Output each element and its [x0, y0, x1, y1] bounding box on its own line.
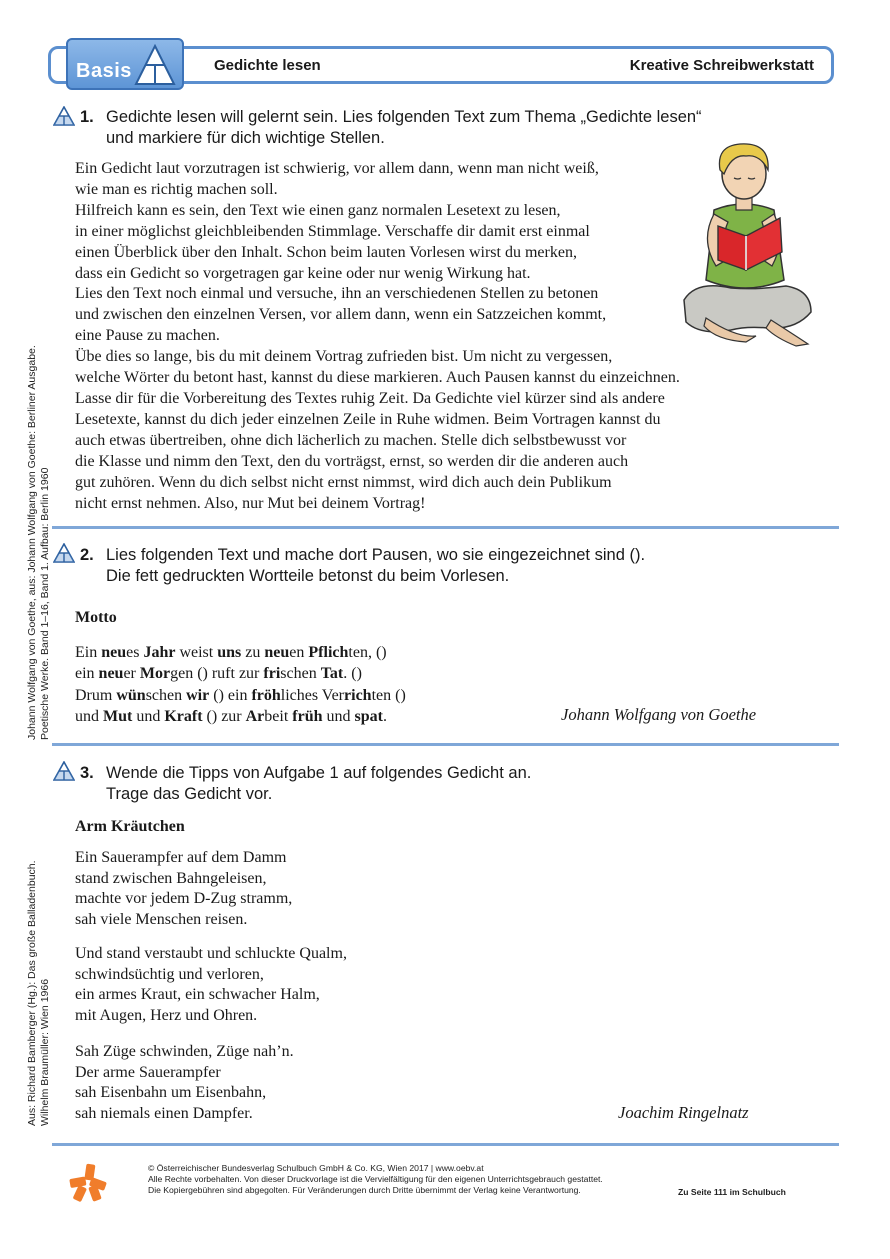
instruction-line: Trage das Gedicht vor.: [106, 785, 273, 803]
footer-copyright: [148, 1163, 603, 1196]
poem-line: ein armes Kraut, ein schwacher Halm,: [75, 986, 320, 1003]
level-basis-icon: [53, 106, 75, 126]
poem-line: sah niemals einen Dampfer.: [75, 1104, 253, 1122]
text-line: Hilfreich kann es sein, den Text wie einen ganz normalen Lesetext zu lesen,: [75, 201, 561, 219]
stressed-syllable: uns: [217, 644, 242, 661]
page-title: Gedichte lesen: [214, 57, 321, 74]
credit-line: Poetische Werke. Band 1–16, Band 1. Aufbau: Berlin 1960: [39, 467, 51, 740]
poem-line: [75, 663, 406, 684]
level-basis-icon: [53, 543, 75, 563]
poem-stanza: [75, 848, 292, 930]
poem-line: Der arme Sauerampfer: [75, 1063, 221, 1081]
boy-reading-illustration: [676, 140, 816, 350]
stressed-syllable: Mut: [103, 708, 133, 726]
stressed-syllable: neu: [101, 644, 127, 661]
stressed-syllable: wir: [186, 686, 210, 704]
poem-text: zu: [241, 644, 265, 661]
reading-text: [75, 159, 680, 514]
text-line: auch etwas übertreiben, ohne dich lächerlich zu machen. Stelle dich selbstbewusst vor: [75, 431, 627, 449]
stressed-syllable: rich: [344, 686, 372, 704]
poem-text: beit: [264, 708, 293, 726]
poem-line: Und stand verstaubt und schluckte Qualm,: [75, 945, 347, 962]
text-line: Lies den Text noch einmal und versuche, ihn an verschiedenen Stellen zu betonen: [75, 285, 599, 303]
section-title: Kreative Schreibwerkstatt: [629, 57, 814, 74]
poem-text: und: [75, 708, 103, 726]
poem-text: ten, (): [348, 644, 387, 661]
text-line: wie man es richtig machen soll.: [75, 180, 278, 198]
poem-text: und: [322, 708, 355, 726]
basis-label: Basis: [76, 60, 132, 82]
stressed-syllable: neu: [264, 644, 290, 661]
poem-line: stand zwischen Bahngeleisen,: [75, 869, 267, 887]
poem-text: en: [289, 644, 309, 661]
text-line: Ein Gedicht laut vorzutragen ist schwierig, vor allem dann, wenn man nicht weiß,: [75, 160, 599, 177]
stressed-syllable: Tat: [320, 665, 344, 683]
poem-stanza: [75, 944, 347, 1026]
poem-author: Johann Wolfgang von Goethe: [561, 705, 757, 724]
poem-text: und: [132, 708, 165, 726]
instruction-line: Gedichte lesen will gelernt sein. Lies folgenden Text zum Thema „Gedichte lesen“: [106, 108, 702, 126]
credit-line: Johann Wolfgang von Goethe, aus: Johann Wolfgang von Goethe: Berliner Ausgabe.: [26, 345, 38, 740]
stressed-syllable: spat: [354, 708, 383, 726]
task-instruction: [106, 545, 645, 587]
poem-motto: [75, 642, 406, 728]
text-line: einen Überblick über den Inhalt. Schon beim lauten Vorlesen wirst du merken,: [75, 243, 577, 261]
poem-line: [75, 685, 406, 706]
poem-text: () ein: [209, 686, 252, 704]
poem-text: schen: [280, 665, 321, 683]
poem-text: Drum: [75, 686, 117, 704]
instruction-line: Wende die Tipps von Aufgabe 1 auf folgendes Gedicht an.: [106, 764, 532, 782]
stressed-syllable: Ar: [245, 708, 265, 726]
basis-badge: [66, 38, 184, 90]
text-line: in einer möglichst gleichbleibenden Stimmlage. Verschaffe dir damit erst einmal: [75, 222, 590, 240]
stressed-syllable: Kraft: [164, 708, 203, 726]
stressed-syllable: fröh: [251, 686, 281, 704]
poem-text: ten (): [371, 686, 406, 704]
poem-line: mit Augen, Herz und Ohren.: [75, 1006, 258, 1024]
credit-line: Wilhelm Braumüller: Wien 1966: [39, 978, 51, 1126]
text-line: welche Wörter du betont hast, kannst du diese markieren. Auch Pausen kannst du einzeichnen.: [75, 369, 680, 387]
page-reference: Zu Seite 111 im Schulbuch: [678, 1187, 786, 1197]
level-triangle-icon: [134, 44, 176, 86]
section-divider: [52, 526, 839, 529]
poem-text: weist: [175, 644, 218, 661]
task-number: 1.: [80, 108, 94, 126]
oebv-logo-icon: [68, 1162, 108, 1202]
poem-line: [75, 642, 406, 663]
poem-stanza: [75, 1042, 294, 1124]
text-line: Lesetexte, kannst du dich jeder einzelnen Zeile in Ruhe widmen. Beim Vortragen kannst du: [75, 410, 661, 428]
poem-line: machte vor jedem D-Zug stramm,: [75, 890, 293, 907]
poem-text: . (): [343, 665, 362, 683]
poem-line: [75, 706, 406, 727]
task-instruction: [106, 107, 702, 149]
poem-line: schwindsüchtig und verloren,: [75, 965, 264, 983]
poem-author: Joachim Ringelnatz: [618, 1103, 749, 1122]
source-credit-ringelnatz: [26, 860, 52, 1126]
poem-line: sah Eisenbahn um Eisenbahn,: [75, 1084, 267, 1101]
text-line: Übe dies so lange, bis du mit deinem Vortrag zufrieden bist. Um nicht zu vergessen,: [75, 348, 613, 366]
text-line: die Klasse und nimm den Text, den du vorträgst, ernst, so werden dir die anderen auch: [75, 452, 629, 470]
poem-text: ein: [75, 665, 99, 683]
footer-line: © Österreichischer Bundesverlag Schulbuch GmbH & Co. KG, Wien 2017 | www.oebv.at: [148, 1163, 484, 1173]
text-line: gut zuhören. Wenn du dich selbst nicht ernst nimmst, wird dich auch dein Publikum: [75, 473, 612, 491]
text-line: und zwischen den einzelnen Versen, vor allem dann, wenn ein Satzzeichen kommt,: [75, 306, 607, 324]
text-line: nicht ernst nehmen. Also, nur Mut bei deinem Vortrag!: [75, 494, 426, 512]
level-basis-icon: [53, 761, 75, 781]
poem-text: es: [126, 644, 144, 661]
text-line: dass ein Gedicht so vorgetragen gar keine oder nur wenig Wirkung hat.: [75, 264, 531, 282]
poem-line: sah viele Menschen reisen.: [75, 910, 248, 928]
task-number: 2.: [80, 546, 94, 564]
poem-text: schen: [145, 686, 187, 704]
poem-text: liches Ver: [280, 686, 345, 704]
text-line: eine Pause zu machen.: [75, 327, 220, 345]
poem-line: Sah Züge schwinden, Züge nah’n.: [75, 1043, 294, 1060]
instruction-line: Lies folgenden Text und mache dort Pausen, wo sie eingezeichnet sind ().: [106, 546, 646, 564]
poem-text: () zur: [202, 708, 246, 726]
credit-line: Aus: Richard Bamberger (Hg.): Das große Balladenbuch.: [26, 860, 38, 1126]
section-divider: [52, 743, 839, 746]
poem-text: er: [123, 665, 140, 683]
poem-text: .: [382, 708, 387, 726]
poem-title: Motto: [75, 609, 117, 626]
task-number: 3.: [80, 764, 94, 782]
stressed-syllable: Pflich: [308, 644, 349, 661]
footer-line: Alle Rechte vorbehalten. Von dieser Druckvorlage ist die Vervielfältigung für den eigenen Unterrichtsgebrauch gestattet.: [148, 1174, 603, 1184]
poem-text: Ein: [75, 644, 102, 661]
text-line: Lasse dir für die Vorbereitung des Textes ruhig Zeit. Da Gedichte viel kürzer sind als andere: [75, 389, 665, 407]
stressed-syllable: neu: [98, 665, 124, 683]
poem-text: gen () ruft zur: [170, 665, 264, 683]
task-instruction: [106, 763, 531, 805]
stressed-syllable: fri: [263, 665, 281, 683]
poem-title: Arm Kräutchen: [75, 818, 185, 835]
stressed-syllable: Mor: [139, 665, 171, 683]
stressed-syllable: wün: [116, 686, 146, 704]
stressed-syllable: Jahr: [143, 644, 176, 661]
section-divider: [52, 1143, 839, 1146]
source-credit-goethe: [26, 345, 52, 740]
instruction-line: und markiere für dich wichtige Stellen.: [106, 129, 385, 147]
stressed-syllable: früh: [292, 708, 323, 726]
poem-line: Ein Sauerampfer auf dem Damm: [75, 849, 287, 866]
footer-line: Die Kopiergebühren sind abgegolten. Für Veränderungen durch Dritte übernimmt der Verlag keine Verantwortung.: [148, 1185, 581, 1195]
instruction-line: Die fett gedruckten Wortteile betonst du beim Vorlesen.: [106, 567, 510, 585]
